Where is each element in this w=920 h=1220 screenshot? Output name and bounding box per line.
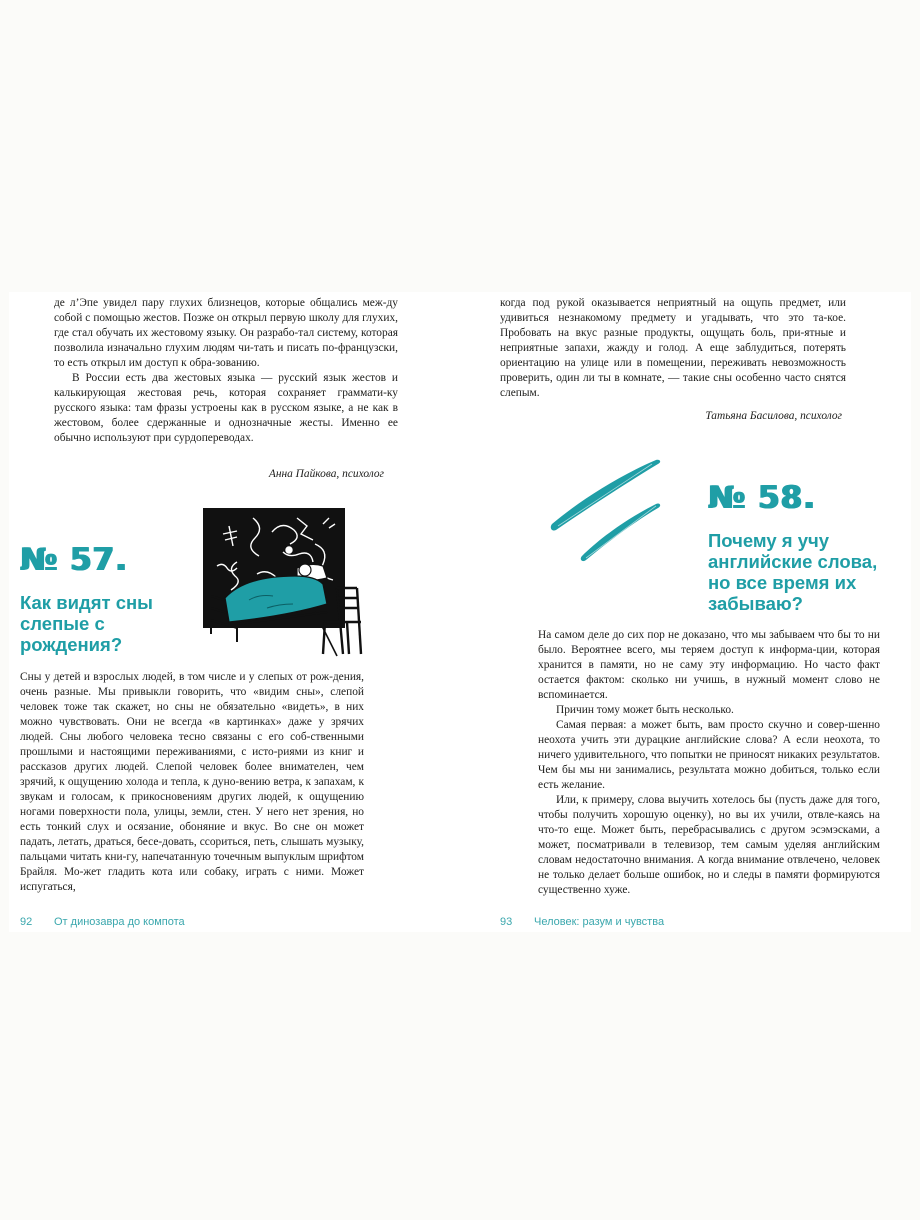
question-number: № 58. [708, 480, 817, 516]
answer-text [20, 670, 364, 895]
answer-paragraph: Или, к примеру, слова выучить хотелось бы (пусть даже для того, чтобы получить хорошую оценку), но вы их учили, отвле-каясь на что-то еще. Может быть, перебрасывались с другом эсэмэсками, а может, посматривали в телевизор, тем самым уделяя английским словам недостаточно внимания. А когда внимание отвлечено, человек не только делает больше ошибок, но и следы в памяти формируются существенно хуже. [538, 794, 880, 896]
author-signature: Анна Пайкова, психолог [268, 468, 384, 480]
page-number: 93 [500, 916, 513, 928]
answer-paragraph: Причин тому может быть несколько. [556, 704, 734, 716]
answer-text [538, 628, 880, 898]
running-title: Человек: разум и чувства [534, 916, 665, 928]
running-title: От динозавра до компота [54, 916, 185, 928]
book-spread [9, 292, 911, 932]
blind-dreamer-in-bed-illustration [197, 504, 367, 664]
page-number: 92 [20, 916, 33, 928]
question-number: № 57. [20, 542, 129, 578]
answer-paragraph: Самая первая: а может быть, вам просто скучно и совер-шенно неохота учить эти дурацкие английские слова? А если неохота, то ничего удивительного, что попытки не приносят никаких результатов. Чем бы мы ни занимались, результата можно добиться, только если есть желание. [538, 719, 880, 791]
intro-text-left [54, 296, 398, 446]
intro-paragraph: когда под рукой оказывается неприятный на ощупь предмет, или удивиться незнакомому предмету и угадывать, что это та-кое. Пробовать на вкус разные продукты, ощущать боль, при-ятные и неприятные запахи, жажду и голод. А еще заблудиться, потерять ориентацию на улице или в помещении, переживать невозможность проверить, один ли ты в комнате, — такие сны особенно часто снятся слепым. [500, 297, 846, 399]
page-footer-right [500, 916, 664, 928]
page-right [460, 292, 911, 932]
intro-text-right [500, 296, 846, 401]
question-title: Почему я учу английские слова, но все время их забываю? [708, 530, 878, 614]
intro-paragraph: В России есть два жестовых языка — русский язык жестов и калькирующая жестовая речь, которая сохраняет граммати-ку русского языка: там фразы устроены как в русском языке, а не как в жестовом, более сдержанные и однозначные жесты. Именно ее обычно используют при сурдопереводах. [54, 372, 398, 444]
page-left [9, 292, 460, 932]
answer-paragraph: На самом деле до сих пор не доказано, что мы забываем что бы то ни было. Вероятнее всего, мы теряем доступ к информа-ции, которая хранится в памяти, но не саму эту информацию. Но часто факт остается фактом: сколько ни учишь, в нужный момент слово не вспоминается. [538, 629, 880, 701]
two-feathers-illustration [548, 452, 668, 562]
page-footer-left [20, 916, 185, 928]
author-signature: Татьяна Басилова, психолог [705, 410, 842, 422]
answer-paragraph: Сны у детей и взрослых людей, в том числе и у слепых от рож-дения, очень разные. Мы привыкли говорить, что «видим сны», слепой человек тоже так скажет, но сны не обязательно «видеть», в них можно чувствовать. Они не всегда «в картинках» даже у зрячих людей. Сны любого человека тесно связаны с его соб-ственными прошлыми и настоящими переживаниями, с исто-риями из книг и рассказов других людей. Слепой человек более внимателен, чем зрячий, к ощущению холода и тепла, к дуно-вению ветра, к запахам, к звукам и голосам, к прикосновениям других людей, к ощущению ногами поверхности пола, улицы, земли, стен. У него нет зрения, но есть тонкий слух и осязание, обоняние и вкус. Во сне он может падать, летать, драться, бесе-довать, ссориться, петь, слышать музыку, пальцами читать кни-гу, напечатанную точечным выпуклым шрифтом Брайля. Мо-жет гладить кота или собаку, играть с ними. Может испугаться, [20, 671, 364, 893]
intro-paragraph: де л’Эпе увидел пару глухих близнецов, которые общались меж-ду собой с помощью жестов. Позже он открыл первую школу для глухих, где стал обучать их жестовому языку. Он разрабо-тал систему, которая позволила изначально глухим людям чи-тать и писать по-французски, то есть открыл им доступ к обра-зованию. [54, 297, 398, 369]
question-title: Как видят сны слепые с рождения? [20, 592, 153, 655]
